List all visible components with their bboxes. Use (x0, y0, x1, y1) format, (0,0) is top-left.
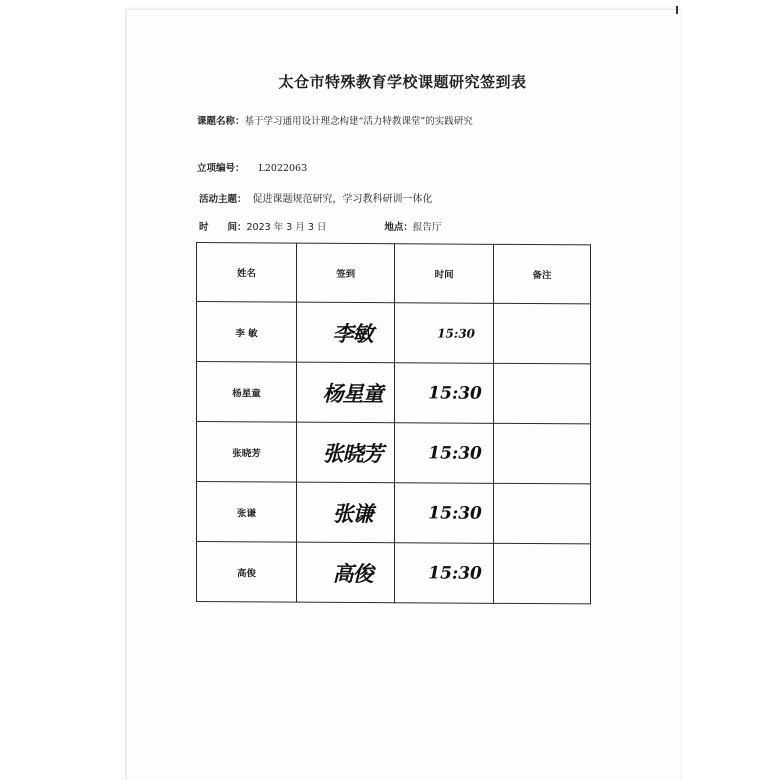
page-edge-mark (676, 6, 678, 14)
row-signature: 杨星童 (296, 362, 394, 423)
table-header-row (197, 243, 591, 304)
table-row (197, 542, 591, 604)
row-signature: 张晓芳 (296, 422, 394, 483)
topic-label: 课题名称： (197, 116, 245, 127)
row-note (493, 423, 590, 484)
header-name: 姓名 (197, 243, 297, 303)
project-label: 立项编号： (197, 163, 245, 174)
time-value: 2023 年 3 月 3 日 (246, 222, 327, 233)
row-time: 15:30 (395, 423, 494, 484)
project-field (197, 160, 307, 174)
table-row (197, 302, 591, 364)
place-value: 报告厅 (412, 222, 442, 233)
header-time: 时间 (395, 244, 494, 304)
row-name: 高俊 (197, 542, 297, 603)
table-row (197, 482, 591, 544)
theme-value: 促进课题规范研究，学习教科研训一体化 (252, 194, 433, 205)
topic-value: 基于学习通用设计理念构建“活力特教课堂”的实践研究 (244, 116, 473, 127)
topic-field (197, 113, 473, 127)
theme-field (199, 190, 433, 205)
time-label: 时 间： (199, 222, 247, 233)
time-place-field (199, 219, 441, 233)
row-time: 15:30 (395, 483, 494, 544)
table-row (197, 422, 591, 484)
row-note (493, 303, 590, 364)
row-signature: 张谦 (296, 482, 394, 543)
row-note (493, 363, 590, 424)
theme-label: 活动主题： (199, 194, 247, 205)
row-name: 张谦 (197, 482, 297, 543)
row-name: 李 敏 (197, 302, 297, 363)
row-signature: 李敏 (296, 302, 394, 363)
table-row (197, 362, 591, 424)
row-name: 张晓芳 (197, 422, 297, 483)
row-time: 15:30 (395, 363, 494, 424)
row-signature: 高俊 (296, 542, 394, 603)
row-time: 15:30 (395, 303, 494, 364)
document-title: 太仓市特殊教育学校课题研究签到表 (278, 73, 527, 91)
row-note (493, 543, 590, 604)
sign-in-table (196, 242, 591, 604)
header-note: 备注 (493, 244, 590, 304)
row-time: 15:30 (395, 543, 494, 604)
project-value: L2022063 (258, 163, 308, 174)
header-signature: 签到 (296, 243, 394, 303)
place-label: 地点： (384, 222, 413, 233)
row-note (493, 483, 590, 544)
row-name: 杨星童 (197, 362, 297, 423)
